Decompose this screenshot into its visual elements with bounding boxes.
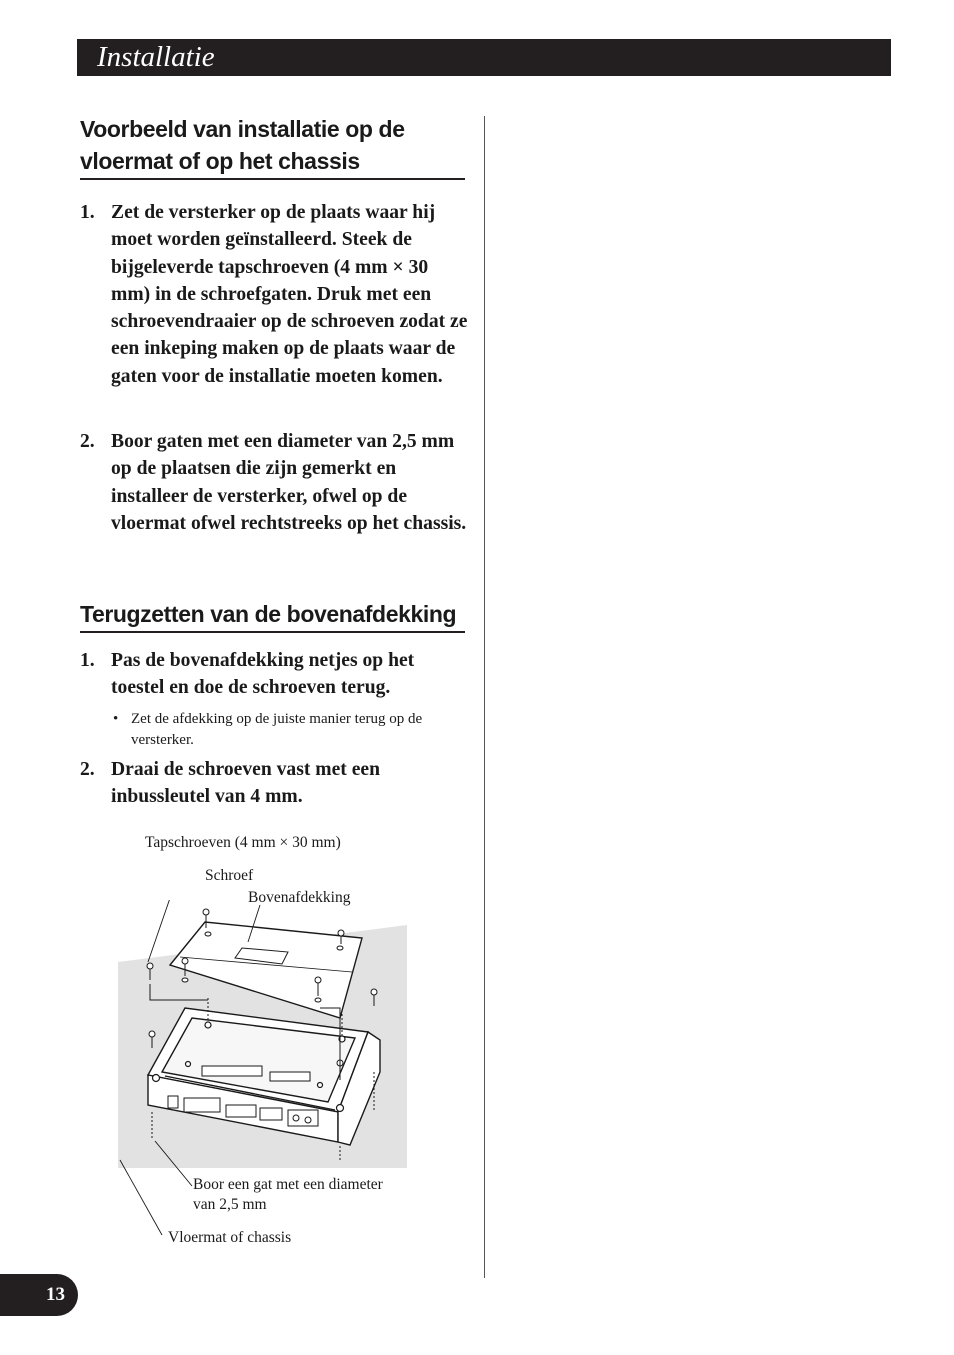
label-tapping-screws: Tapschroeven (4 mm × 30 mm) [145,834,341,851]
header-bar [77,39,891,76]
label-floor-mat: Vloermat of chassis [168,1229,292,1246]
install-step-1 [80,199,470,390]
step-text: Zet de versterker op de plaats waar hij moet worden geïnstalleerd. Steek de bijgeleverde tapschroeven (4 mm × 30 mm) in de schroefgaten. Druk met een schroevendraaier op de schroeven zodat ze een inkeping maken op de plaats waar de gaten voor de installatie moeten komen. [111,202,468,387]
cover-note-bullet [113,709,468,751]
section-title-line-2: vloermat of op het chassis [80,148,360,174]
step-number: 2. [80,431,95,452]
step-number: 2. [80,759,95,780]
label-top-cover: Bovenafdekking [248,889,351,906]
section-title-line-1: Voorbeeld van installatie op de [80,116,405,142]
cover-step-2 [80,756,470,811]
section-title-reattach-cover [80,598,465,633]
page-header-title: Installatie [97,41,215,73]
step-text: Pas de bovenafdekking netjes op het toestel en doe de schroeven terug. [111,650,415,699]
label-drill-hole-line-2: van 2,5 mm [193,1196,267,1213]
label-screw: Schroef [205,867,254,884]
install-step-2 [80,428,470,537]
bullet-text: Zet de afdekking op de juiste manier terug op de versterker. [131,711,423,748]
cover-step-1 [80,647,470,702]
bullet-mark: • [113,711,119,727]
step-text: Boor gaten met een diameter van 2,5 mm op de plaatsen die zijn gemerkt en installeer de versterker, ofwel op de vloermat ofwel rechtstreeks op het chassis. [111,431,467,534]
step-text: Draai de schroeven vast met een inbussleutel van 4 mm. [111,759,380,808]
label-drill-hole-line-1: Boor een gat met een diameter [193,1176,383,1193]
section-title-line-1: Terugzetten van de bovenafdekking [80,601,457,627]
column-divider [484,116,485,1278]
page-number: 13 [46,1284,65,1305]
section-title-installation-example [80,113,465,180]
page-number-tab [0,1274,78,1316]
step-number: 1. [80,650,95,671]
step-number: 1. [80,202,95,223]
